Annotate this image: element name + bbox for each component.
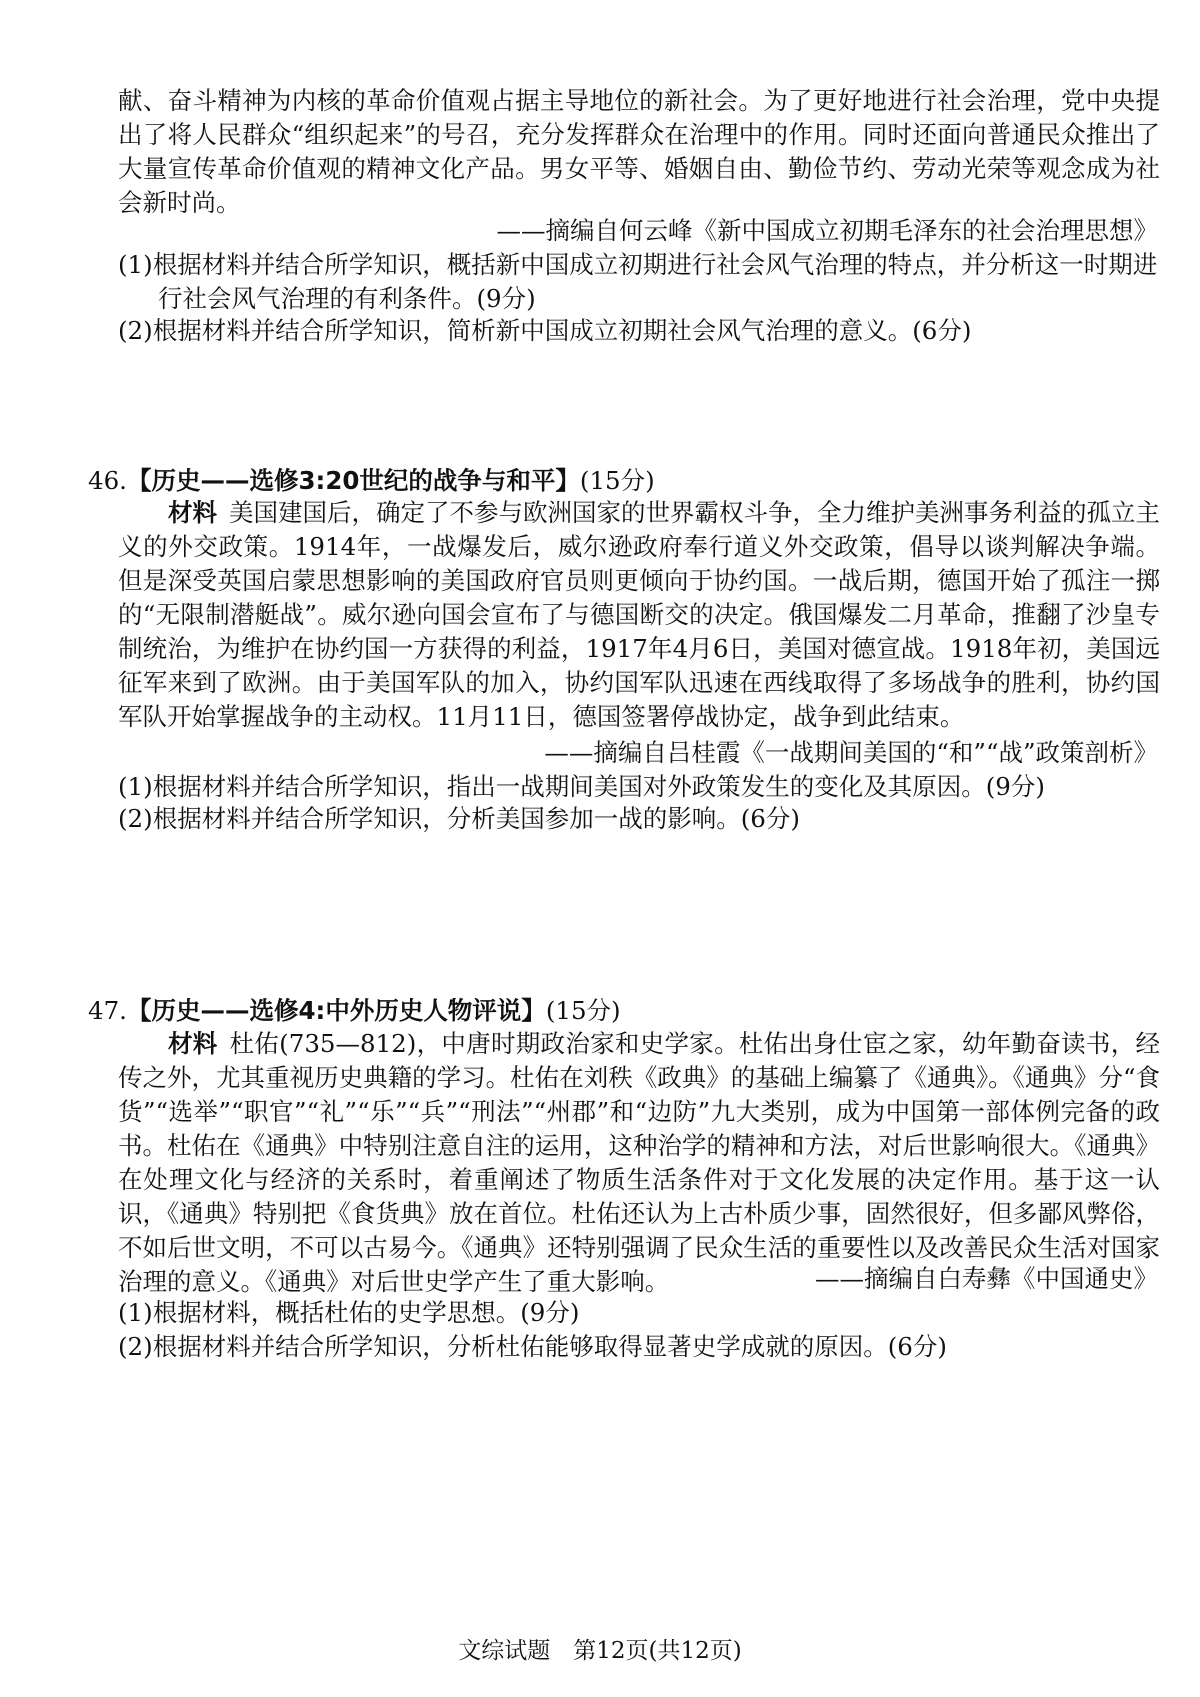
q46-title: 【历史——选修3:20世纪的战争与和平】 <box>126 466 580 495</box>
q47-question-2: (2)根据材料并结合所学知识，分析杜佑能够取得显著史学成就的原因。(6分) <box>118 1332 947 1361</box>
q47-question-1: (1)根据材料，概括杜佑的史学思想。(9分) <box>118 1298 580 1327</box>
q47-source: ——摘编自白寿彝《中国通史》 <box>815 1264 1158 1293</box>
q46-question-2: (2)根据材料并结合所学知识，分析美国参加一战的影响。(6分) <box>118 804 800 833</box>
top-question-2: (2)根据材料并结合所学知识，简析新中国成立初期社会风气治理的意义。(6分) <box>118 316 972 345</box>
q46-question-1: (1)根据材料并结合所学知识，指出一战期间美国对外政策发生的变化及其原因。(9分) <box>118 772 1045 801</box>
q46-number: 46. <box>88 466 127 495</box>
q47-material <box>118 1027 1160 1299</box>
q46-score: (15分) <box>579 466 655 495</box>
q47-material-text: 杜佑(735—812)，中唐时期政治家和史学家。杜佑出身仕宦之家，幼年勤奋读书，经传之外，尤其重视历史典籍的学习。杜佑在刘秩《政典》的基础上编纂了《通典》。《通典》分“食货”“选举”“职官”“礼”“乐”“兵”“刑法”“州郡”和“边防”九大类别，成为中国第一部体例完备的政书。杜佑在《通典》中特别注意自注的运用，这种治学的精神和方法，对后世影响很大。《通典》在处理文化与经济的关系时，着重阐述了物质生活条件对于文化发展的决定作用。基于这一认识，《通典》特别把《食货典》放在首位。杜佑还认为上古朴质少事，固然很好，但多鄙风弊俗，不如后世文明，不可以古易今。《通典》还特别强调了民众生活的重要性以及改善民众生活对国家治理的意义。《通典》对后世史学产生了重大影响。 <box>118 1029 1161 1296</box>
q46-material-text: 美国建国后，确定了不参与欧洲国家的世界霸权斗争，全力维护美洲事务利益的孤立主义的外交政策。1914年，一战爆发后，威尔逊政府奉行道义外交政策，倡导以谈判解决争端。但是深受英国启蒙思想影响的美国政府官员则更倾向于协约国。一战后期，德国开始了孤注一掷的“无限制潜艇战”。威尔逊向国会宣布了与德国断交的决定。俄国爆发二月革命，推翻了沙皇专制统治，为维护在协约国一方获得的利益，1917年4月6日，美国对德宣战。1918年初，美国远征军来到了欧洲。由于美国军队的加入，协约国军队迅速在西线取得了多场战争的胜利，协约国军队开始掌握战争的主动权。11月11日，德国签署停战协定，战争到此结束。 <box>118 498 1160 731</box>
top-material-paragraph: 献、奋斗精神为内核的革命价值观占据主导地位的新社会。为了更好地进行社会治理，党中央提出了将人民群众“组织起来”的号召，充分发挥群众在治理中的作用。同时还面向普通民众推出了大量宣传革命价值观的精神文化产品。男女平等、婚姻自由、勤俭节约、劳动光荣等观念成为社会新时尚。 <box>118 86 1160 217</box>
q47-heading <box>88 994 1160 1028</box>
q47-title: 【历史——选修4:中外历史人物评说】 <box>126 996 546 1025</box>
q46-heading <box>88 464 1160 498</box>
q47-number: 47. <box>88 996 127 1025</box>
q47-material-label: 材料 <box>168 1029 218 1058</box>
top-material-source: ——摘编自何云峰《新中国成立初期毛泽东的社会治理思想》 <box>496 216 1158 245</box>
q46-material-label: 材料 <box>168 498 217 527</box>
q46-material <box>118 496 1160 734</box>
q47-score: (15分) <box>545 996 621 1025</box>
top-question-1: (1)根据材料并结合所学知识，概括新中国成立初期进行社会风气治理的特点，并分析这一时期进行社会风气治理的有利条件。(9分) <box>118 250 1158 313</box>
q46-source: ——摘编自吕桂霞《一战期间美国的“和”“战”政策剖析》 <box>544 738 1158 767</box>
page-footer: 文综试题 第12页(共12页) <box>458 1638 742 1664</box>
